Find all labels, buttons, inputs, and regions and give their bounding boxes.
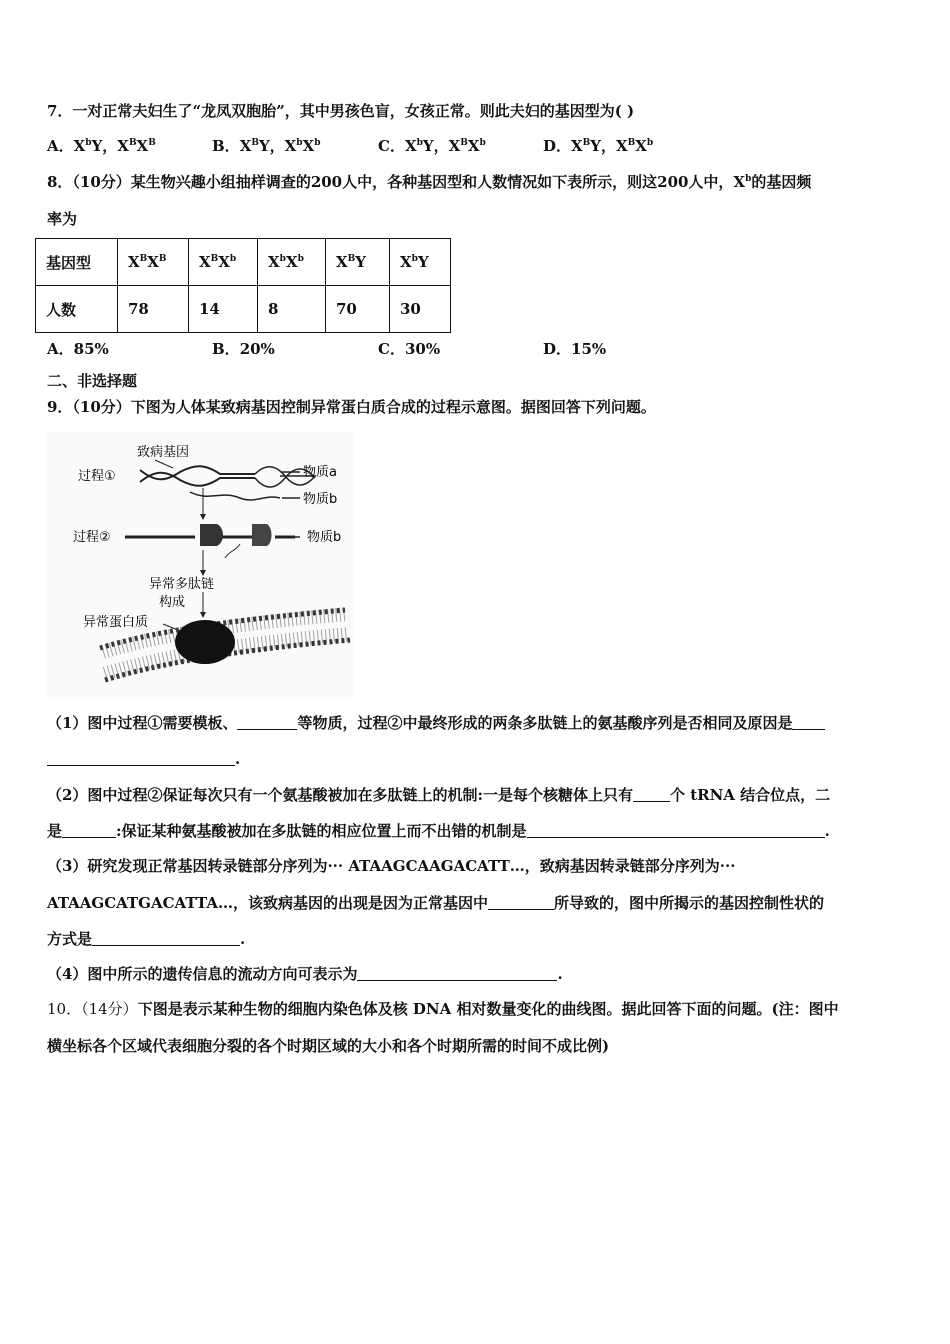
- q9-part1-line2: .: [47, 749, 240, 769]
- q7-stem: 7．一对正常夫妇生了“龙凤双胞胎”，其中男孩色盲，女孩正常。则此夫妇的基因型为( ): [47, 102, 635, 120]
- forms-label: 构成: [159, 595, 186, 610]
- q8-option-a[interactable]: A．85%: [47, 340, 109, 358]
- table-header-cell: 人数: [36, 286, 118, 333]
- table-cell: $X^BX^b$: [189, 239, 258, 286]
- answer-blank[interactable]: [92, 930, 240, 946]
- q7-option-a[interactable]: A．$X^bY$，$X^BX^B$: [47, 137, 156, 155]
- abnormal-protein-shape: [175, 620, 235, 664]
- genotype-table: [35, 238, 451, 333]
- answer-blank[interactable]: [237, 714, 297, 730]
- q9-part3: （3）研究发现正常基因转录链部分序列为··· ATAAGCAAGACATT…，致病基因转录链部分序列为···: [47, 857, 736, 875]
- table-cell: $X^BY$: [326, 239, 390, 286]
- q8-stem: 8．（10分）某生物兴趣小组抽样调查的200人中，各种基因型和人数情况如下表所示，则这200人中，$X^b$的基因频: [47, 173, 812, 191]
- q8-option-d[interactable]: D．15%: [543, 340, 607, 358]
- table-cell: $X^BX^B$: [118, 239, 189, 286]
- substance-a-label: 物质a: [303, 465, 337, 480]
- table-row: [36, 239, 451, 286]
- q9-stem: 9．（10分）下图为人体某致病基因控制异常蛋白质合成的过程示意图。据图回答下列问题。: [47, 398, 656, 416]
- polypeptide-label: 异常多肽链: [149, 577, 215, 592]
- process2-label: 过程②: [73, 530, 111, 545]
- answer-blank[interactable]: [527, 822, 825, 838]
- ribosome-2: [252, 524, 272, 546]
- q9-part2: （2）图中过程②保证每次只有一个氨基酸被加在多肽链上的机制:一是每个核糖体上只有 个 tRNA 结合位点，二: [47, 786, 831, 804]
- table-header-cell: 基因型: [36, 239, 118, 286]
- q7-option-b[interactable]: B．$X^BY$，$X^bX^b$: [212, 137, 321, 155]
- table-cell: $X^bX^b$: [258, 239, 326, 286]
- table-cell: $X^bY$: [390, 239, 451, 286]
- section-heading: 二、非选择题: [47, 372, 138, 390]
- q10-stem-line2: 横坐标各个区域代表细胞分裂的各个时期区域的大小和各个时期所需的时间不成比例): [47, 1037, 610, 1055]
- substance-b2-label: 物质b: [307, 530, 342, 545]
- gene-label: 致病基因: [137, 445, 190, 460]
- process1-label: 过程①: [78, 469, 116, 484]
- table-cell: 14: [189, 286, 258, 333]
- table-cell: 70: [326, 286, 390, 333]
- q9-part1: （1）图中过程①需要模板、 等物质，过程②中最终形成的两条多肽链上的氨基酸序列是否相同及原因是: [47, 713, 825, 733]
- q9-part4: （4）图中所示的遗传信息的流动方向可表示为 .: [47, 965, 563, 983]
- table-row: [36, 286, 451, 333]
- q7-option-d[interactable]: D．$X^BY$，$X^BX^b$: [543, 137, 654, 155]
- q10-stem: 10．（14分）下图是表示某种生物的细胞内染色体及核 DNA 相对数量变化的曲线图。据此回答下面的问题。(注：图中: [47, 1000, 839, 1018]
- table-cell: 78: [118, 286, 189, 333]
- answer-blank[interactable]: [47, 750, 235, 766]
- q7-option-c[interactable]: C．$X^bY$，$X^BX^b$: [378, 137, 486, 155]
- table-cell: 30: [390, 286, 451, 333]
- answer-blank[interactable]: [357, 965, 557, 981]
- answer-blank[interactable]: [488, 894, 554, 910]
- gene-expression-figure: [45, 432, 355, 697]
- abnormal-protein-label: 异常蛋白质: [83, 615, 149, 630]
- answer-blank[interactable]: [633, 786, 670, 802]
- q8-stem-line2: 率为: [47, 210, 78, 228]
- q9-part3-line3: 方式是 .: [47, 930, 246, 948]
- ribosome-1: [200, 524, 223, 546]
- answer-blank[interactable]: [792, 714, 825, 730]
- answer-blank[interactable]: [62, 822, 116, 838]
- substance-b-label: 物质b: [303, 492, 338, 507]
- q9-part2-line2: 是 :保证某种氨基酸被加在多肽链的相应位置上而不出错的机制是 .: [47, 822, 830, 840]
- q9-part3-line2: ATAAGCATGACATTA…，该致病基因的出现是因为正常基因中 所导致的，图中所揭示的基因控制性状的: [47, 894, 824, 912]
- q8-option-c[interactable]: C．30%: [378, 340, 441, 358]
- table-cell: 8: [258, 286, 326, 333]
- q8-option-b[interactable]: B．20%: [212, 340, 275, 358]
